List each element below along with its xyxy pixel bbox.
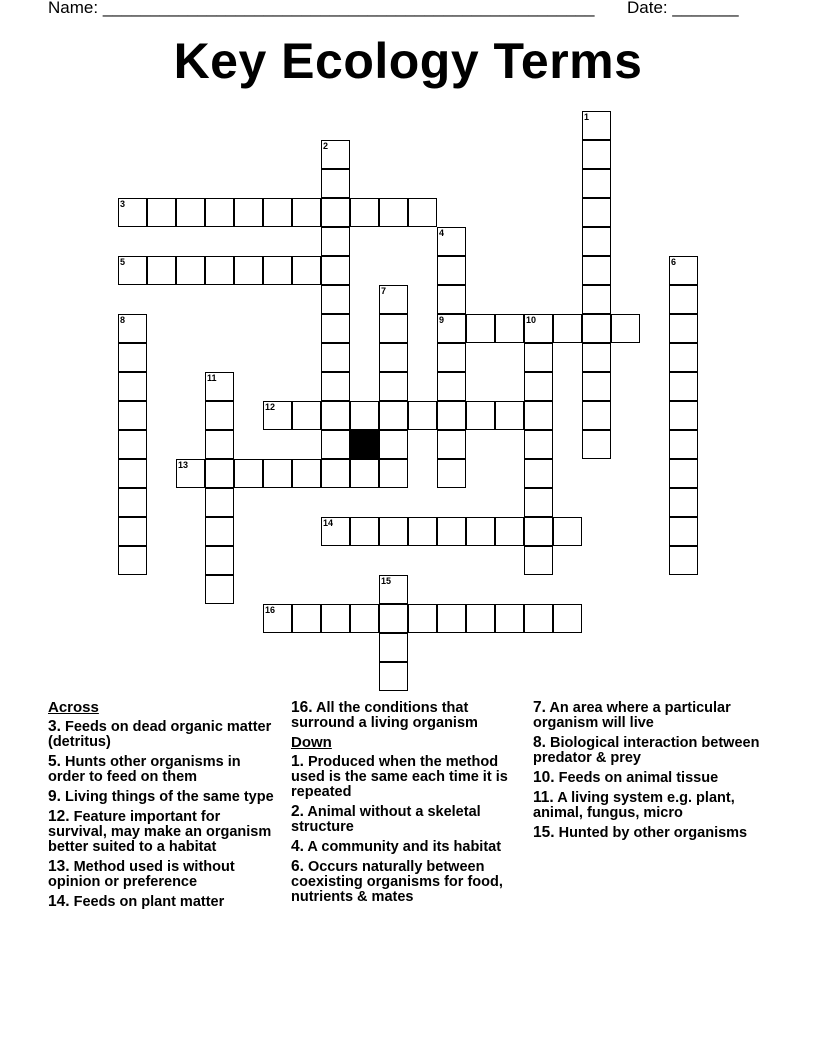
grid-cell[interactable] <box>524 546 553 575</box>
clue-number: 9 <box>439 315 445 325</box>
across-heading: Across <box>48 699 99 716</box>
clue-number: 8. <box>533 734 546 751</box>
grid-cell[interactable] <box>669 256 698 285</box>
grid-cell[interactable] <box>582 198 611 227</box>
grid-cell[interactable] <box>118 256 147 285</box>
grid-cell[interactable] <box>321 430 350 459</box>
grid-cell[interactable] <box>234 198 263 227</box>
grid-cell[interactable] <box>350 459 379 488</box>
grid-cell[interactable] <box>408 401 437 430</box>
grid-cell[interactable] <box>350 517 379 546</box>
grid-cell[interactable] <box>495 314 524 343</box>
grid-cell[interactable] <box>321 227 350 256</box>
grid-cell[interactable] <box>379 517 408 546</box>
clue-item <box>533 790 773 821</box>
grid-cell[interactable] <box>379 372 408 401</box>
grid-cell[interactable] <box>379 575 408 604</box>
name-blank[interactable]: ____________________________________________________ <box>102 0 595 17</box>
grid-cell[interactable] <box>321 459 350 488</box>
clue-number: 7 <box>381 286 387 296</box>
clue-item <box>533 700 773 731</box>
clue-number: 4 <box>439 228 445 238</box>
grid-cell[interactable] <box>408 198 437 227</box>
grid-cell[interactable] <box>408 604 437 633</box>
grid-cell[interactable] <box>176 198 205 227</box>
grid-cell[interactable] <box>205 372 234 401</box>
grid-cell[interactable] <box>321 314 350 343</box>
clue-number: 10 <box>526 315 537 325</box>
grid-cell[interactable] <box>292 459 321 488</box>
grid-cell[interactable] <box>321 256 350 285</box>
grid-cell[interactable] <box>669 285 698 314</box>
grid-cell[interactable] <box>437 401 466 430</box>
grid-cell[interactable] <box>379 401 408 430</box>
clue-number: 16 <box>265 605 276 615</box>
grid-cell[interactable] <box>437 604 466 633</box>
clue-number: 6. <box>291 858 304 875</box>
clue-item <box>291 754 521 800</box>
grid-cell[interactable] <box>321 604 350 633</box>
grid-cell[interactable] <box>321 517 350 546</box>
clue-number: 7. <box>533 699 546 716</box>
grid-cell[interactable] <box>205 430 234 459</box>
clue-text: All the conditions that surround a living organism <box>291 700 478 731</box>
grid-cell[interactable] <box>582 401 611 430</box>
grid-cell[interactable] <box>582 314 611 343</box>
grid-cell[interactable] <box>437 517 466 546</box>
grid-cell[interactable] <box>292 401 321 430</box>
clue-text: A living system e.g. plant, animal, fungus, micro <box>533 790 735 821</box>
clue-column-3 <box>533 700 773 845</box>
clue-text: Animal without a skeletal structure <box>291 804 481 835</box>
date-blank[interactable]: _______ <box>672 0 739 17</box>
grid-cell[interactable] <box>118 343 147 372</box>
grid-cell[interactable] <box>495 604 524 633</box>
clue-item <box>291 700 521 731</box>
grid-cell[interactable] <box>234 256 263 285</box>
clue-text: Hunts other organisms in order to feed on them <box>48 754 241 785</box>
clue-text: Living things of the same type <box>60 789 274 805</box>
clue-number: 13. <box>48 858 70 875</box>
clue-number: 2 <box>323 141 329 151</box>
grid-cell[interactable] <box>466 314 495 343</box>
grid-cell[interactable] <box>582 285 611 314</box>
clue-text: Feeds on dead organic matter (detritus) <box>48 719 272 750</box>
clue-number: 14. <box>48 893 70 910</box>
clue-item <box>533 735 773 766</box>
grid-cell[interactable] <box>582 111 611 140</box>
grid-cell[interactable] <box>263 256 292 285</box>
clue-text: Occurs naturally between coexisting organisms for food, nutrients & mates <box>291 859 503 905</box>
clue-item <box>291 859 521 905</box>
grid-cell[interactable] <box>379 285 408 314</box>
clue-item <box>533 770 773 786</box>
grid-cell[interactable] <box>379 459 408 488</box>
grid-cell[interactable] <box>379 314 408 343</box>
grid-cell[interactable] <box>437 372 466 401</box>
grid-cell[interactable] <box>321 198 350 227</box>
grid-cell[interactable] <box>263 198 292 227</box>
grid-cell[interactable] <box>495 517 524 546</box>
grid-cell[interactable] <box>147 256 176 285</box>
grid-cell[interactable] <box>524 430 553 459</box>
clue-item <box>291 839 521 855</box>
clue-number: 4. <box>291 838 304 855</box>
grid-cell[interactable] <box>321 285 350 314</box>
grid-cell[interactable] <box>582 140 611 169</box>
clue-text: An area where a particular organism will live <box>533 700 731 731</box>
date-label: Date: <box>627 0 668 17</box>
grid-cell[interactable] <box>176 256 205 285</box>
clue-number: 2. <box>291 803 304 820</box>
grid-cell[interactable] <box>118 459 147 488</box>
grid-cell[interactable] <box>669 430 698 459</box>
grid-cell[interactable] <box>466 604 495 633</box>
grid-cell[interactable] <box>350 198 379 227</box>
clue-text: Feeds on animal tissue <box>554 770 719 786</box>
grid-cell[interactable] <box>118 517 147 546</box>
clue-item <box>291 804 521 835</box>
grid-cell[interactable] <box>669 517 698 546</box>
clue-item <box>48 789 278 805</box>
grid-cell[interactable] <box>437 227 466 256</box>
grid-cell[interactable] <box>524 343 553 372</box>
grid-cell[interactable] <box>292 604 321 633</box>
grid-cell[interactable] <box>524 459 553 488</box>
grid-cell[interactable] <box>321 343 350 372</box>
clue-number: 6 <box>671 257 677 267</box>
clue-text: Hunted by other organisms <box>554 825 748 841</box>
clue-text: Feature important for survival, may make an organism better suited to a habitat <box>48 809 272 855</box>
grid-cell[interactable] <box>321 169 350 198</box>
clue-number: 12. <box>48 808 70 825</box>
grid-cell[interactable] <box>379 198 408 227</box>
clue-item <box>48 859 278 890</box>
grid-cell[interactable] <box>669 401 698 430</box>
grid-cell[interactable] <box>205 575 234 604</box>
grid-cell[interactable] <box>350 401 379 430</box>
grid-cell[interactable] <box>582 372 611 401</box>
grid-cell[interactable] <box>669 372 698 401</box>
grid-cell[interactable] <box>321 401 350 430</box>
name-label: Name: <box>48 0 99 17</box>
grid-cell[interactable] <box>437 285 466 314</box>
grid-cell[interactable] <box>379 343 408 372</box>
grid-cell[interactable] <box>669 314 698 343</box>
clue-number: 3 <box>120 199 126 209</box>
clue-item <box>48 754 278 785</box>
grid-cell[interactable] <box>234 459 263 488</box>
clue-text: Produced when the method used is the same each time it is repeated <box>291 754 508 800</box>
grid-cell[interactable] <box>437 343 466 372</box>
clue-text: Biological interaction between predator & prey <box>533 735 760 766</box>
grid-cell[interactable] <box>466 517 495 546</box>
clue-number: 9. <box>48 788 61 805</box>
grid-cell[interactable] <box>553 314 582 343</box>
grid-cell[interactable] <box>669 488 698 517</box>
grid-cell[interactable] <box>524 314 553 343</box>
clue-text: A community and its habitat <box>303 839 502 855</box>
clue-item <box>48 719 278 750</box>
grid-cell[interactable] <box>582 169 611 198</box>
clue-number: 10. <box>533 769 555 786</box>
grid-cell[interactable] <box>176 459 205 488</box>
grid-cell[interactable] <box>524 401 553 430</box>
grid-cell[interactable] <box>437 256 466 285</box>
grid-cell[interactable] <box>263 401 292 430</box>
grid-cell[interactable] <box>350 604 379 633</box>
grid-cell[interactable] <box>379 604 408 633</box>
clue-number: 1 <box>584 112 590 122</box>
grid-cell[interactable] <box>408 517 437 546</box>
grid-cell[interactable] <box>524 517 553 546</box>
grid-cell[interactable] <box>553 517 582 546</box>
clue-item <box>48 809 278 855</box>
clue-text: Feeds on plant matter <box>69 894 225 910</box>
grid-cell[interactable] <box>118 198 147 227</box>
grid-cell[interactable] <box>611 314 640 343</box>
grid-cell[interactable] <box>205 546 234 575</box>
grid-cell[interactable] <box>118 314 147 343</box>
clue-number: 5. <box>48 753 61 770</box>
grid-cell[interactable] <box>582 256 611 285</box>
clue-number: 11 <box>207 373 217 383</box>
clue-number: 1. <box>291 753 304 770</box>
grid-cell[interactable] <box>321 140 350 169</box>
clue-number: 13 <box>178 460 189 470</box>
grid-cell[interactable] <box>669 546 698 575</box>
grid-cell[interactable] <box>147 198 176 227</box>
grid-cell[interactable] <box>582 343 611 372</box>
grid-cell[interactable] <box>205 488 234 517</box>
grid-cell[interactable] <box>118 488 147 517</box>
grid-cell[interactable] <box>437 314 466 343</box>
grid-cell[interactable] <box>321 372 350 401</box>
grid-cell[interactable] <box>292 256 321 285</box>
grid-cell[interactable] <box>437 459 466 488</box>
grid-cell[interactable] <box>118 546 147 575</box>
grid-cell[interactable] <box>263 604 292 633</box>
grid-cell[interactable] <box>524 488 553 517</box>
clue-number: 8 <box>120 315 126 325</box>
grid-cell[interactable] <box>118 401 147 430</box>
grid-cell[interactable] <box>524 372 553 401</box>
page-title: Key Ecology Terms <box>173 33 643 89</box>
grid-cell[interactable] <box>118 372 147 401</box>
grid-cell[interactable] <box>582 227 611 256</box>
grid-cell[interactable] <box>437 430 466 459</box>
grid-cell[interactable] <box>495 401 524 430</box>
clue-number: 11. <box>533 789 554 806</box>
grid-cell[interactable] <box>205 401 234 430</box>
clue-number: 15 <box>381 576 392 586</box>
grid-cell[interactable] <box>118 430 147 459</box>
grid-cell[interactable] <box>379 633 408 662</box>
clue-number: 5 <box>120 257 126 267</box>
clue-number: 12 <box>265 402 276 412</box>
grid-cell[interactable] <box>292 198 321 227</box>
down-heading: Down <box>291 734 332 751</box>
grid-cell[interactable] <box>263 459 292 488</box>
clue-number: 3. <box>48 718 61 735</box>
grid-cell[interactable] <box>379 430 408 459</box>
clue-number: 15. <box>533 824 555 841</box>
clue-column-1 <box>48 700 278 914</box>
grid-cell[interactable] <box>466 401 495 430</box>
clue-column-2 <box>291 700 521 909</box>
clue-text: Method used is without opinion or preference <box>48 859 235 890</box>
grid-cell[interactable] <box>205 459 234 488</box>
clue-number: 14 <box>323 518 334 528</box>
clue-item <box>533 825 773 841</box>
grid-cell[interactable] <box>379 662 408 691</box>
grid-cell[interactable] <box>524 604 553 633</box>
grid-cell[interactable] <box>205 198 234 227</box>
black-cell <box>350 430 379 459</box>
clue-item <box>48 894 278 910</box>
grid-cell[interactable] <box>205 517 234 546</box>
clue-number: 16. <box>291 699 313 716</box>
grid-cell[interactable] <box>582 430 611 459</box>
grid-cell[interactable] <box>205 256 234 285</box>
grid-cell[interactable] <box>553 604 582 633</box>
grid-cell[interactable] <box>669 459 698 488</box>
grid-cell[interactable] <box>669 343 698 372</box>
